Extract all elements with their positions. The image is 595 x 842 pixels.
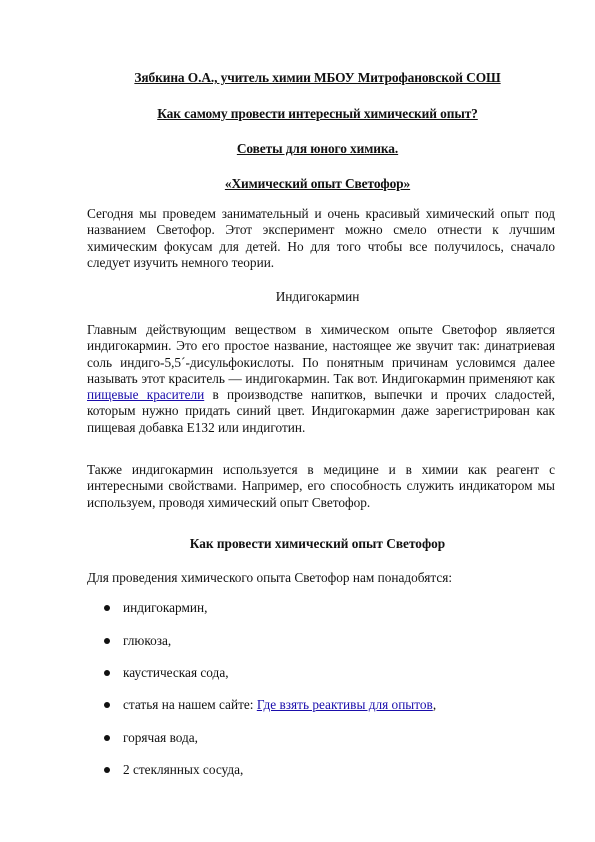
bullet-icon — [104, 702, 110, 708]
experiment-title: «Химический опыт Светофор» — [224, 176, 411, 191]
food-dyes-link[interactable]: пищевые красители — [87, 387, 205, 403]
section-title-howto: Как провести химический опыт Светофор — [189, 536, 446, 551]
author-line: Зябкина О.А., учитель химии МБОУ Митрофановской СОШ — [134, 70, 501, 85]
list-item-text: индигокармин, — [123, 600, 208, 615]
bullet-icon — [104, 767, 110, 773]
section-title-indigo: Индигокармин — [275, 289, 360, 304]
indigo-paragraph-1 — [87, 322, 555, 436]
indigo-paragraph-1-text-a: Главным действующим веществом в химическом опыте Светофор является индигокармин. Это его простое название, настоящее же звучит так: динатриевая соль индиго-5,5´-дисульфокислоты. По понятным причинам условимся далее называть этот краситель — индигокармин. Так вот. Индигокармин применяют как — [87, 322, 555, 386]
list-item-text — [123, 697, 436, 713]
list-item-text: каустическая сода, — [123, 665, 229, 680]
bullet-icon — [104, 735, 110, 741]
bullet-icon — [104, 605, 110, 611]
list-item-suffix: , — [432, 697, 437, 712]
advice-heading: Советы для юного химика. — [236, 141, 399, 156]
list-item-text: глюкоза, — [123, 633, 172, 648]
indigo-paragraph-2: Также индигокармин используется в медицине и в химии как реагент с интересными свойствами. Например, его способность служить индикатором мы используем, проводя химический опыт Светофор. — [87, 462, 555, 510]
bullet-icon — [104, 670, 110, 676]
howto-lead: Для проведения химического опыта Светофор нам понадобятся: — [87, 570, 453, 585]
list-item-prefix: статья на нашем сайте: — [123, 697, 257, 712]
intro-paragraph: Сегодня мы проведем занимательный и очень красивый химический опыт под названием Светофор. Этот эксперимент можно смело отнести к лучшим химическим фокусам для детей. Но для того чтобы все получилось, сначало следует изучить немного теории. — [87, 206, 555, 270]
reagents-link[interactable]: Где взять реактивы для опытов — [256, 697, 433, 712]
list-item-text: 2 стеклянных сосуда, — [123, 762, 244, 777]
question-heading: Как самому провести интересный химический опыт? — [157, 106, 478, 121]
list-item-text: горячая вода, — [123, 730, 199, 745]
bullet-icon — [104, 638, 110, 644]
indigo-paragraph-1-text-b: в производстве напитков, выпечки и прочих сладостей, которым нужно придать синий цвет. Индигокармин даже зарегистрирован как пищевая добавка E132 или индиготин. — [87, 387, 555, 435]
